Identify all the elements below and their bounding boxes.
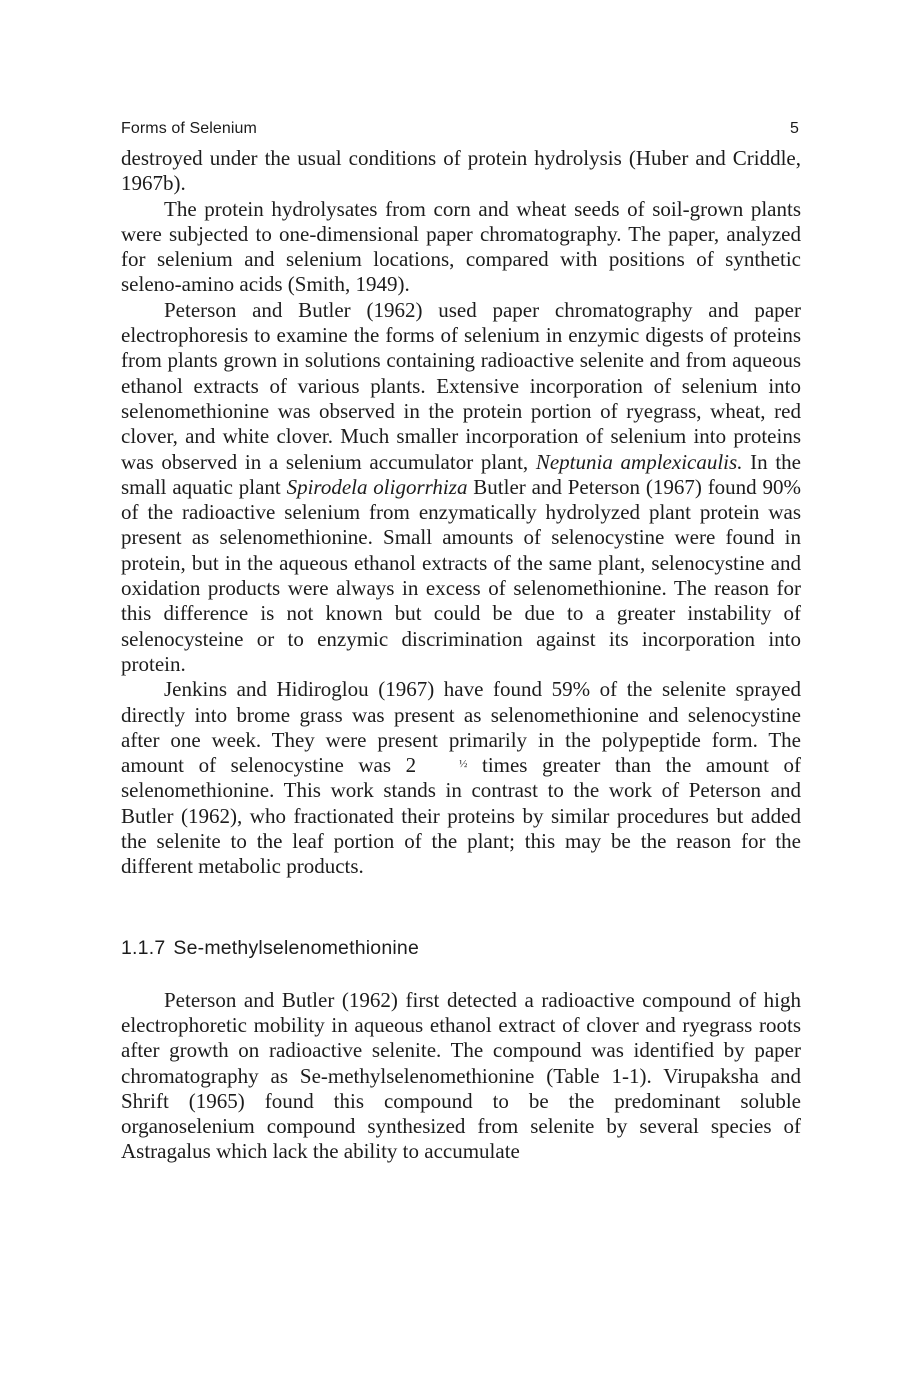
running-head-title: Forms of Selenium [121, 120, 257, 137]
paragraph-text-segment: Peterson and Butler (1962) used paper chromatography and paper electrophoresis to examine the forms of selenium in enzymic digests of proteins from plants grown in solutions containing radioactive selenite and from aqueous ethanol extracts of various plants. Extensive incorporation of selenium into selenomethionine was observed in the protein portion of ryegrass, wheat, red clover, and white clover. Much smaller incorporation of selenium into proteins was observed in a selenium accumulator plant, [121, 297, 801, 474]
paragraph-se-methyl: Peterson and Butler (1962) first detected a radioactive compound of high electrophoretic mobility in aqueous ethanol extract of clover and ryegrass roots after growth on radioactive selenite. The compound was identified by paper chromatography as Se-methylselenomethionine (Table 1-1). Virupaksha and Shrift (1965) found this compound to be the predominant soluble organoselenium compound synthesized from selenite by several species of Astragalus which lack the ability to accumulate [121, 987, 801, 1164]
paragraph-text-segment: Butler and Peterson (1967) found 90% of the radioactive selenium from enzymatically hydrolyzed plant protein was present as selenomethionine. Small amounts of selenocystine were found in protein, but in the aqueous ethanol extracts of the same plant, selenocystine and oxidation products were always in excess of selenomethionine. The reason for this difference is not known but could be due to a greater instability of selenocysteine or to enzymic discrimination against its incorporation into protein. [121, 474, 801, 676]
book-page [121, 112, 801, 1165]
fraction-half: ½ [459, 758, 468, 771]
section-body-text [121, 988, 801, 1165]
species-name-spirodela: Spirodela oligorrhiza [286, 474, 468, 499]
paragraph-protein-hydrolysates: The protein hydrolysates from corn and wheat seeds of soil-grown plants were subjected to one-dimensional paper chromatography. The paper, analyzed for selenium and selenium locations, compared with positions of synthetic seleno-amino acids (Smith, 1949). [121, 196, 801, 297]
section-title: Se-methylselenomethionine [173, 936, 420, 959]
section-heading [121, 936, 801, 960]
paragraph-text-segment: times greater than the amount of selenomethionine. This work stands in contrast to the work of Peterson and Butler (1962), who fractionated their proteins by similar procedures but added the selenite to the leaf portion of the plant; this may be the reason for the different metabolic products. [121, 753, 801, 879]
species-name-neptunia: Neptunia amplexicaulis. [535, 449, 743, 474]
section-number: 1.1.7 [121, 936, 166, 959]
paragraph-text-segment: In the small aquatic plant [121, 449, 801, 499]
page-number: 5 [790, 120, 799, 137]
paragraph-jenkins-hidiroglou [121, 677, 801, 879]
running-head [121, 112, 801, 146]
body-text [121, 146, 801, 880]
paragraph-continued: destroyed under the usual conditions of protein hydrolysis (Huber and Criddle, 1967b). [121, 146, 801, 196]
paragraph-text-segment: Jenkins and Hidiroglou (1967) have found 59% of the selenite sprayed directly into brome grass was present as selenomethionine and selenocystine after one week. They were present primarily in the polypeptide form. The amount of selenocystine was 2 [121, 677, 801, 778]
paragraph-peterson-butler [121, 298, 801, 677]
